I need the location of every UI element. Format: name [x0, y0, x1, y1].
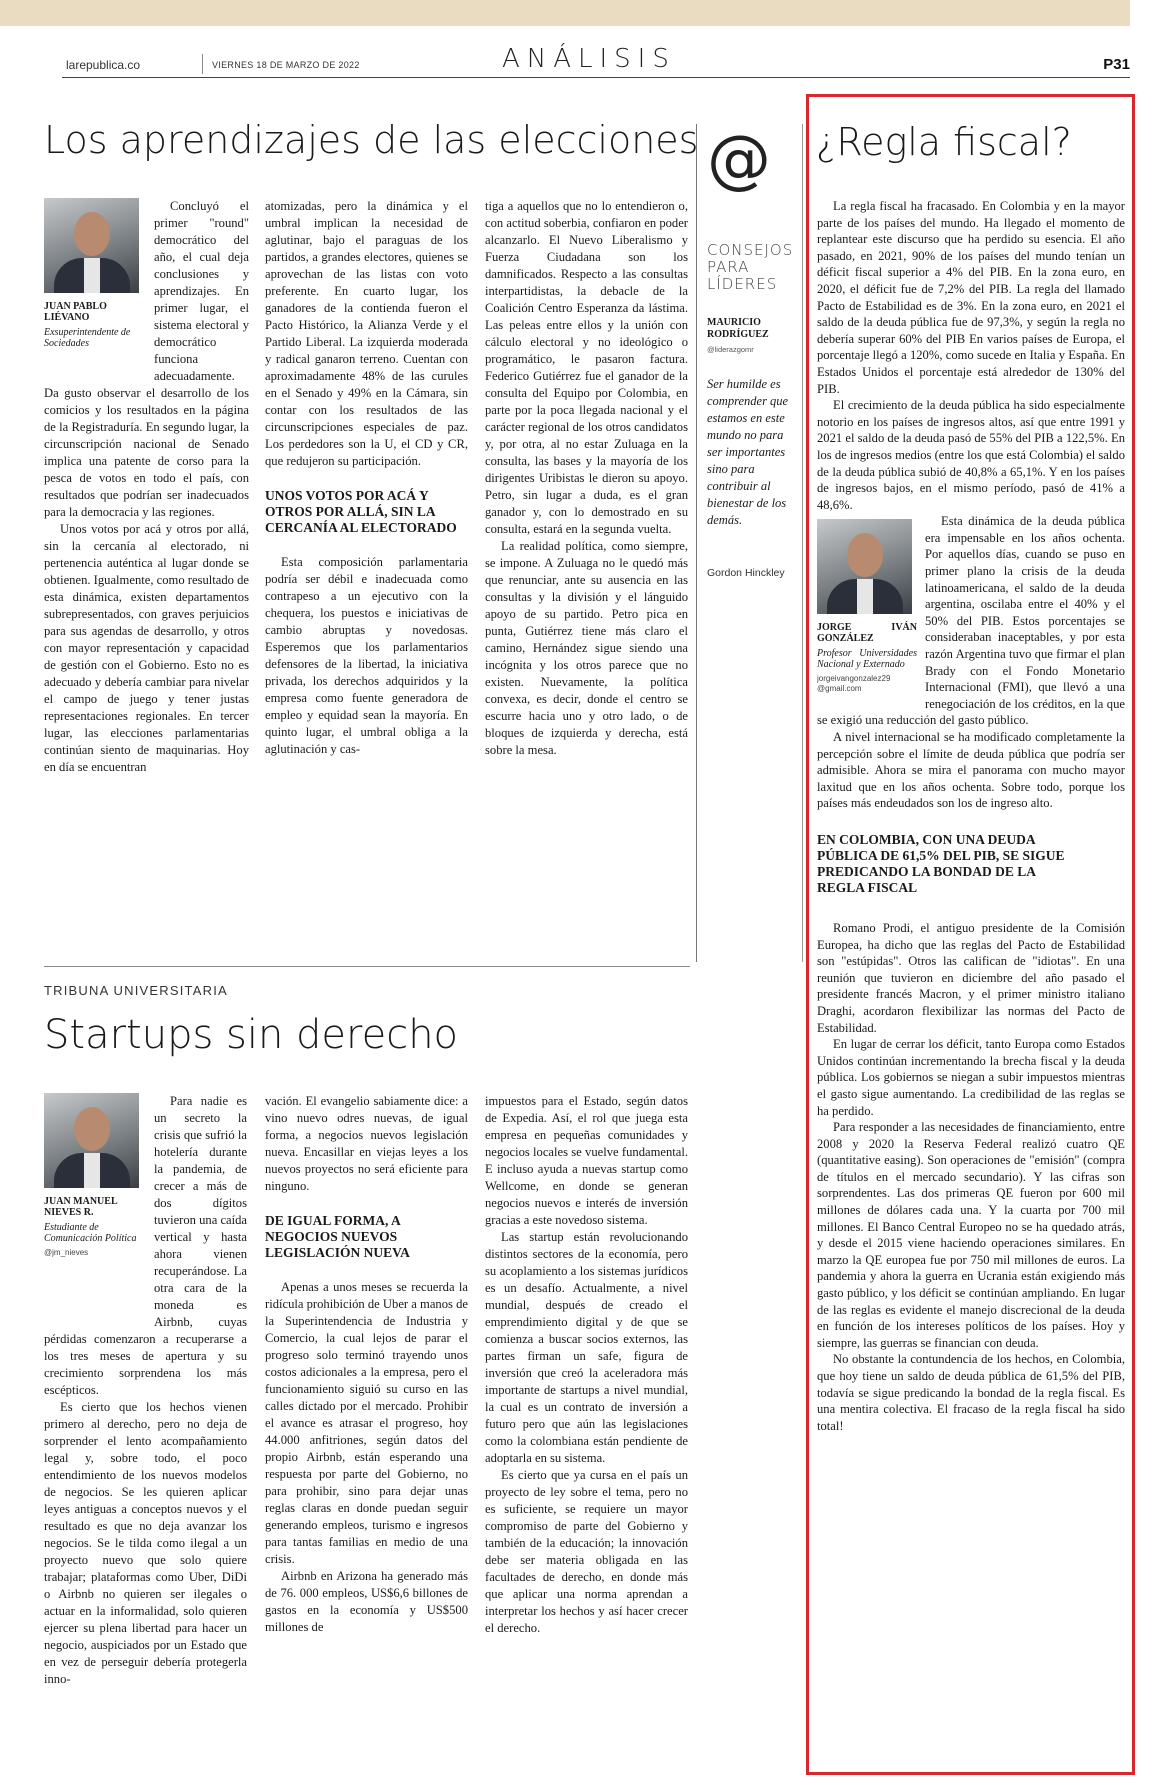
page-number: P31 [1103, 56, 1130, 73]
article2-col1 [44, 1093, 247, 1753]
author-role: Exsuperintendente de Sociedades [44, 327, 131, 349]
paragraph: Las startup están revolucionando distintos sectores de la economía, pero su acoplamiento a los sistemas jurídicos es un desafío. Actualmente, a nivel mundial, después de creado el emprendimiento digital y de que se comienza a buscar socios externos, las partes firman un safe, figura de inversión que creó la aceleradora más importante de startups a nivel mundial, la cual es un contrato de inversión a futuro pero que aún las legislaciones como la colombiana están pendiente de adoptarla en su sistema. [485, 1230, 688, 1465]
masthead-separator [202, 54, 203, 74]
paragraph: Airbnb en Arizona ha generado más de 76. 000 empleos, US$6,6 billones de gastos en la economía y US$500 millones de [265, 1569, 468, 1634]
subheading: EN COLOMBIA, CON UNA DEUDA PÚBLICA DE 61,5% DEL PIB, SE SIGUE PREDICANDO LA BONDAD DE LA REGLA FISCAL [817, 831, 1065, 895]
author-role: Profesor Universidades Nacional y Externado [817, 648, 917, 671]
issue-date: VIERNES 18 DE MARZO DE 2022 [212, 60, 360, 70]
sidebar-handle[interactable]: @liderazgomr [707, 345, 754, 354]
article2-kicker: TRIBUNA UNIVERSITARIA [44, 983, 228, 998]
paragraph: Apenas a unos meses se recuerda la ridícula prohibición de Uber a manos de la Superintendencia de Industria y Comercio, la cual lejos de parar el progreso solo terminó trayendo unos costos adicionales a la empresa, pero el funcionamiento siguió su curso en las calles dictado por el mercado. Prohibir el avance es atrasar el progreso, hoy 44.000 anfitriones, según datos del propio Airbnb, están esperando una respuesta por parte del Gobierno, no para prohibir, sino para dejar unas reglas claras en donde puedan seguir generando empleos, turismo e ingresos para tantas familias en medio de una crisis. [265, 1280, 468, 1566]
author-handle[interactable]: @jm_nieves [44, 1248, 89, 1257]
paragraph: tiga a aquellos que no lo entendieron o, con actitud soberbia, confiaron en poder alcanzarlo. El Nuevo Liberalismo y Fuerza Ciudadana son los damnificados. Respecto a las consultas interpartidistas, la debacle de la Coalición Centro Esperanza da lástima. Las peleas entre ellos y la unión con cálculo electoral y no ideológico o programático, le pasaron factura. Federico Gutiérrez fue el ganador de la consulta del Equipo por Colombia, en parte por la poca llegada nacional y el carácter regional de los otros candidatos y, por otra, al no estar Zuluaga en la consulta, las bases y la mayoría de los dirigentes Uribistas le dieron su apoyo. Petro, sin lugar a duda, es el gran ganador y, con lo demostrado en su consulta, estará en la segunda vuelta. [485, 199, 688, 536]
paragraph: Es cierto que los hechos vienen primero al derecho, pero no deja de sorprender el lento acompañamiento legal y, sobre todo, el poco entendimiento de los nuevos modelos de negocios. Se les quieren aplicar leyes antiguas a conceptos nuevos y el resultado es que no deja avanzar los negocios. Se le tilda como ilegal a un proyecto nuevo que solo quiere trabajar; plataformas como Uber, DiDi o Airbnb no quieren ser ilegales o actuar en la informalidad, solo quieren ejercer su plena libertad para hacer un negocio, auspiciados por un Estado que en vez de perseguir debería protegerla inno- [44, 1400, 247, 1686]
author-name: JORGE IVÁN GONZÁLEZ [817, 622, 917, 645]
masthead [62, 44, 1130, 78]
article1-col2 [265, 198, 468, 938]
article2-col2 [265, 1093, 468, 1753]
article2-col3 [485, 1093, 688, 1753]
sidebar-author: MAURICIO RODRÍGUEZ [707, 317, 769, 340]
subheading: DE IGUAL FORMA, A NEGOCIOS NUEVOS LEGISLACIÓN NUEVA [265, 1213, 410, 1260]
paragraph: La realidad política, como siempre, se impone. A Zuluaga no le quedó más que renunciar, ante su ausencia en las consultas y la división y el lánguido apoyo de su partido. Petro pica en punta, Gutiérrez tiene más claro el camino, Hernández sigue siendo una incógnita y los otros parece que no existen. Nuevamente, la política convexa, es decir, donde el centro se escurre hacia uno y otro lado, o de bloques de izquierda y derecha, está sobre la mesa. [485, 539, 688, 757]
paragraph: En lugar de cerrar los déficit, tanto Europa como Estados Unidos continúan incrementando la brecha fiscal y la deuda pública. Los gobiernos se niegan a subir impuestos mientras el gasto sigue aumentando. La credibilidad de las reglas se ha perdido. [817, 1037, 1125, 1118]
paragraph: Esta composición parlamentaria podría ser débil e inadecuada como contrapeso a un ejecutivo con la chequera, los puestos e iniciativas de cambio abruptas y novedosas. Esperemos que los parlamentarios defensores de la libertad, la iniciativa privada, los derechos adquiridos y la empresa como fuente generadora de empleo y equidad sean la mayoría. En quinto lugar, el umbral obliga a la aglutinación y cas- [265, 555, 468, 756]
author-name: JUAN MANUEL NIEVES R. [44, 1196, 118, 1218]
leaders-sidebar [696, 124, 803, 962]
subheading: UNOS VOTOS POR ACÁ Y OTROS POR ALLÁ, SIN LA CERCANÍA AL ELECTORADO [265, 488, 457, 535]
author-role: Estudiante de Comunicación Política [44, 1222, 137, 1244]
paragraph: Romano Prodi, el antiguo presidente de la Comisión Europea, ha dicho que las reglas del Pacto de Estabilidad son "estúpidas". Otros las califican de "idiotas". En una reunión que tuvieron en diciembre del año pasado el presidente francés Macron, y el primer ministro italiano Draghi, acordaron flexibilizar las normas del Pacto de Estabilidad. [817, 920, 1125, 1035]
paragraph: atomizadas, pero la dinámica y el umbral implican la necesidad de aglutinar, bajo el paraguas de los partidos, a grandes electores, quienes se aprovechan de las listas con voto preferente. En cuarto lugar, los ganadores de la contienda fueron el Pacto Histórico, la Alianza Verde y el Partido Liberal. La izquierda moderada y radical ganaron terreno. Cuentan con aproximadamente 48% de las curules en el Senado y 49% en la Cámara, sin contar con los resultados de las circunscripciones especiales de paz. Los perdedores son la U, el CD y CR, que redujeron su participación. [265, 199, 468, 468]
sidebar-title: CONSEJOS PARA LÍDERES [707, 241, 794, 293]
article3-title: ¿Regla fiscal? [816, 120, 1072, 164]
paragraph: A nivel internacional se ha modificado completamente la percepción sobre el límite de deuda pública que podría ser admisible. Ahora se mira el panorama con mucho mayor laxitud que en los años ochenta. Sobre todo, porque los países más endeudados son los de ingreso alto. [817, 730, 1125, 811]
section-divider [44, 966, 690, 967]
article3-author [817, 519, 917, 694]
paragraph: Es cierto que ya cursa en el país un proyecto de ley sobre el tema, pero no es suficiente, se requiere un mayor compromiso de parte del Gobierno y también de la educación; la innovación debe ser materia obligada en las facultades de derecho, en donde más que aplicar una norma aprendan a interpretar los hechos y así hacer crecer el derecho. [485, 1468, 688, 1635]
article1-col3 [485, 198, 688, 938]
quote-source: Gordon Hinckley [707, 567, 785, 579]
article3-body [817, 198, 1125, 1758]
site-name[interactable]: larepublica.co [66, 58, 141, 72]
paragraph: impuestos para el Estado, según datos de Expedia. Así, el rol que juega esta empresa en pequeñas comunidades y negocios locales se vuelve fundamental. E incluso ayuda a nuevas startup como Wellcome, en donde se generan negocios nuevos e interés de inversión gracias a este novedoso sistema. [485, 1094, 688, 1227]
paragraph: La regla fiscal ha fracasado. En Colombia y en la mayor parte de los países del mundo. Ha llegado el momento de replantear este discurso que ha perdido su esencia. El año pasado, en 2021, 90% de los países del mundo tenían un déficit fiscal superior a 4% del PIB. En la zona euro, en 2020, el déficit fue de 7,2% del PIB. La regla del llamado Pacto de Estabilidad es de 3%. En la zona euro, en 2021 el saldo de la deuda pública fue de 97,3%, y según la regla no debería superar 60% del PIB En varios países de Europa, el porcentaje llegó a 120%, como sucede en Italia y España. En Estados Unidos el porcentaje está alrededor de 130% del PIB. [817, 199, 1125, 396]
paragraph: vación. El evangelio sabiamente dice: a vino nuevo odres nuevas, de igual forma, a negocios nuevos legislación nueva. Encasillar en viejas leyes a los nuevos proyectos no será eficiente para ninguno. [265, 1094, 468, 1193]
author-photo [817, 519, 912, 614]
paragraph: Unos votos por acá y otros por allá, sin la cercanía al electorado, ni pertenencia auténtica al lugar donde se obtienen. Igualmente, como resultado de esta dinámica, existen departamentos subrepresentados, con graves perjuicios para sus agendas de desarrollo, y otros con mayor representación y capacidad de gestión con el Gobierno. Esto no es adecuado y debería cambiar para nivelar el campo de juego y tener justas representaciones regionales. En tercer lugar, las elecciones parlamentarias continúan siento de maquinarias. Hoy en día se encuentran [44, 522, 249, 774]
author-name: JUAN PABLO LIÉVANO [44, 301, 107, 323]
paragraph: Para responder a las necesidades de financiamiento, entre 2008 y 2020 la Reserva Federal realizó cuatro QE (quantitative easing). Son operaciones de "emisión" (compra de títulos en el mercado secundario). Y las cifras son sorprendentes. Las dos primeras QE fueron por 600 mil millones de dólares cada una. Y la cuarta por 700 mil millones. El Banco Central Europeo no se ha quedado atrás, y desde el 2015 viene haciendo operaciones similares. En marzo la QE europea fue por 750 mil millones de euros. La pandemia y ahora la guerra en Ucrania están exigiendo más gasto público, y los déficit se continúan ampliando. En lugar de las reglas es evidente el manejo discrecional de la deuda en función de los intereses políticos de los países. Hoy y siempre, las guerras se financian con deuda. [817, 1120, 1125, 1350]
article1-title: Los aprendizajes de las elecciones [44, 118, 699, 162]
at-symbol-icon: @ [707, 123, 771, 197]
paragraph: Esta dinámica de la deuda pública era impensable en los años ochenta. Por aquellos días, cuando se puso en primer plano la crisis de la deuda latinoamericana, el saldo de la deuda argentina, oscilaba entre el 40% y el 50% del PIB. Estos porcentajes se consideraban inaceptables, y por esta razón Argentina tuvo que firmar el plan Brady con el Fondo Monetario Internacional (FMI), que llevó a una renegociación de los créditos, en la que se exigió una reducción del gasto público. [817, 514, 1125, 728]
paragraph: No obstante la contundencia de los hechos, en Colombia, que hoy tiene un saldo de deuda pública de 61,5% del PIB, todavía se sigue predicando la bondad de la regla fiscal. Es una mentira colectiva. El fracaso de la regla fiscal ha sido total! [817, 1352, 1125, 1433]
paragraph: Concluyó el primer "round" democrático del año, el cual deja conclusiones y aprendizajes. En primer lugar, el sistema electoral y democrático funciona adecuadamente. Da gusto observar el desarrollo de los comicios y los resultados en la página de la Registraduría. En segundo lugar, la circunscripción nacional de Senado implica una patente de corso para la pesca de votos en todo el país, con resultados que podrían ser inadecuados para la democracia y las regiones. [44, 199, 249, 519]
paragraph: Para nadie es un secreto la crisis que sufrió la hotelería durante la pandemia, de crecer a más de dos dígitos tuvieron una caída vertical y hasta ahora vienen recuperándose. La otra cara de la moneda es Airbnb, cuyas pérdidas comenzaron a recuperarse a los tres meses de apertura y su crecimiento sorprendena los más escépticos. [44, 1094, 247, 1397]
top-color-bar [0, 0, 1130, 26]
article2-title: Startups sin derecho [44, 1012, 459, 1058]
article1-col1 [44, 198, 249, 938]
section-title: ANÁLISIS [502, 44, 676, 74]
author-handle[interactable]: jorgeivangonzalez29 @gmail.com [817, 674, 891, 694]
sidebar-quote: Ser humilde es comprender que estamos en este mundo no para ser importantes sino para contribuir al bienestar de los demás. [707, 377, 789, 527]
paragraph: El crecimiento de la deuda pública ha sido especialmente notorio en los países de ingresos altos, así que entre 1991 y 2021 el saldo de la deuda pasó de 55% del PIB a 122,5%. En los de ingresos medios (entre los que está Colombia) el saldo de la deuda pública subió de 40,8% a 65,1%. Y en los países de ingresos bajos, en el mismo período, pasó de 41% a 48,6%. [817, 398, 1125, 512]
